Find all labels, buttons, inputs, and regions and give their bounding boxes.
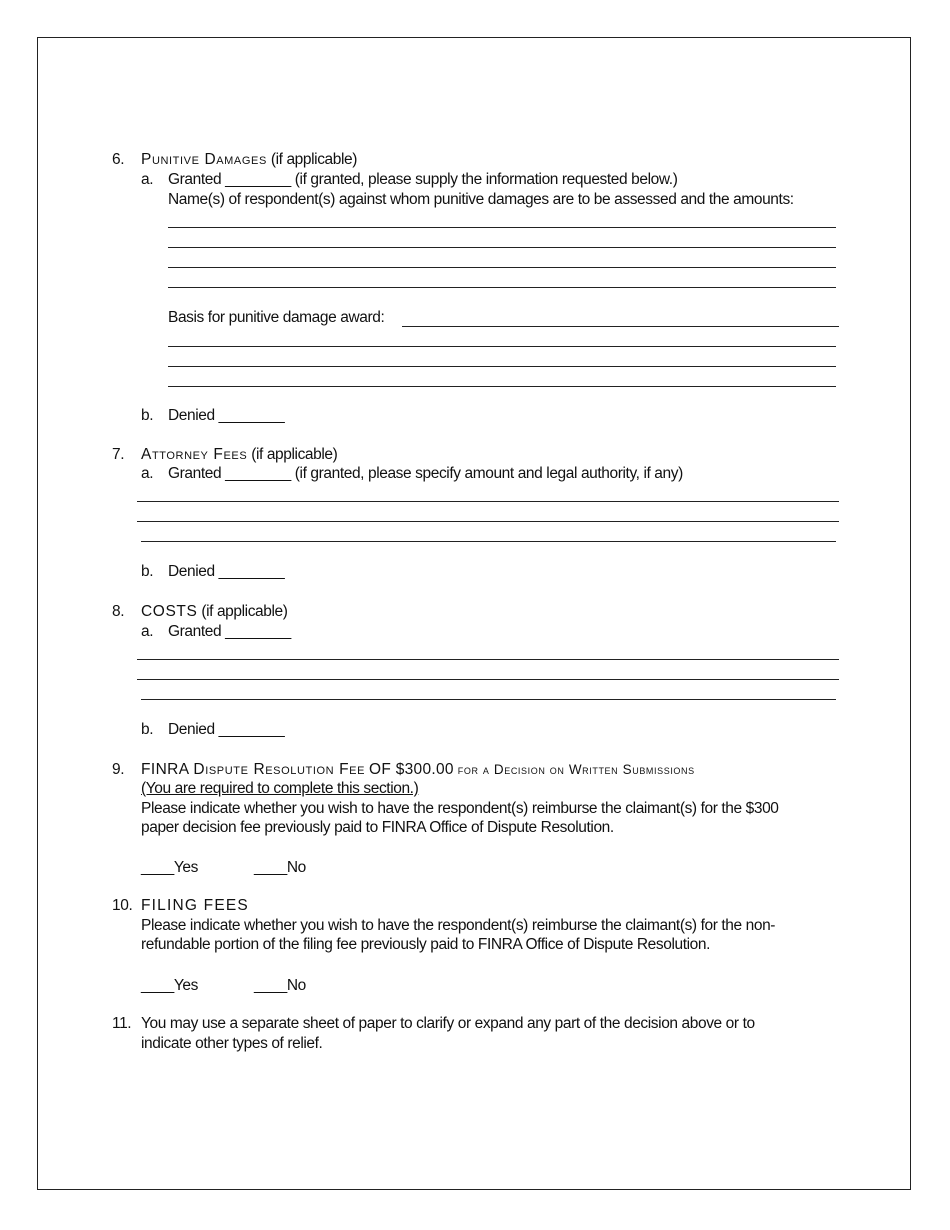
no-option[interactable]: ____No xyxy=(254,859,306,876)
section-title-part: for a Decision on Written Submissions xyxy=(457,762,695,777)
body-text: indicate other types of relief. xyxy=(141,1035,323,1052)
granted-field[interactable]: Granted ________ (if granted, please supply the information requested below.) xyxy=(168,171,678,188)
body-text: Please indicate whether you wish to have the respondent(s) reimburse the claimant(s) for the $300 xyxy=(141,800,779,817)
section-number: 7. xyxy=(112,446,125,463)
item-letter: a. xyxy=(141,623,154,640)
write-line[interactable] xyxy=(141,541,836,542)
section-heading xyxy=(141,760,695,780)
section-suffix: (if applicable) xyxy=(251,446,338,463)
respondents-label: Name(s) of respondent(s) against whom punitive damages are to be assessed and the amounts: xyxy=(168,191,794,208)
section-title-part: FINRA xyxy=(141,761,190,778)
body-text: paper decision fee previously paid to FINRA Office of Dispute Resolution. xyxy=(141,819,614,836)
write-line[interactable] xyxy=(137,659,839,660)
section-title: COSTS xyxy=(141,603,198,620)
item-letter: a. xyxy=(141,171,154,188)
body-text: Please indicate whether you wish to have the respondent(s) reimburse the claimant(s) for the non- xyxy=(141,917,776,934)
section-number: 9. xyxy=(112,761,125,778)
required-note: (You are required to complete this section.) xyxy=(141,780,419,797)
write-line[interactable] xyxy=(168,346,836,347)
section-heading xyxy=(141,602,288,622)
body-text: You may use a separate sheet of paper to clarify or expand any part of the decision above or to xyxy=(141,1015,755,1032)
section-title: FILING FEES xyxy=(141,897,249,914)
item-letter: b. xyxy=(141,721,154,738)
basis-label: Basis for punitive damage award: xyxy=(168,309,385,326)
section-number: 8. xyxy=(112,603,125,620)
write-line[interactable] xyxy=(137,521,839,522)
yes-option[interactable]: ____Yes xyxy=(141,859,198,876)
write-line[interactable] xyxy=(168,386,836,387)
section-title: Punitive Damages xyxy=(141,151,267,168)
item-letter: b. xyxy=(141,563,154,580)
section-heading xyxy=(141,445,337,465)
section-suffix: (if applicable) xyxy=(201,603,288,620)
write-line[interactable] xyxy=(137,679,839,680)
write-line[interactable] xyxy=(141,699,836,700)
denied-field[interactable]: Denied ________ xyxy=(168,407,285,424)
write-line[interactable] xyxy=(168,227,836,228)
section-heading xyxy=(141,150,357,170)
write-line[interactable] xyxy=(137,501,839,502)
denied-field[interactable]: Denied ________ xyxy=(168,563,285,580)
write-line[interactable] xyxy=(168,247,836,248)
no-option[interactable]: ____No xyxy=(254,977,306,994)
body-text: refundable portion of the filing fee previously paid to FINRA Office of Dispute Resolution. xyxy=(141,936,711,953)
section-suffix: (if applicable) xyxy=(270,151,358,168)
section-title-part: OF $300.00 xyxy=(368,761,454,778)
write-line[interactable] xyxy=(168,366,836,367)
denied-field[interactable]: Denied ________ xyxy=(168,721,285,738)
section-number: 11. xyxy=(112,1015,132,1032)
section-title: Attorney Fees xyxy=(141,446,248,463)
yes-option[interactable]: ____Yes xyxy=(141,977,198,994)
write-line[interactable] xyxy=(168,267,836,268)
basis-write-line[interactable] xyxy=(402,326,839,327)
item-letter: b. xyxy=(141,407,154,424)
write-line[interactable] xyxy=(168,287,836,288)
section-title-part: Dispute Resolution Fee xyxy=(193,761,366,778)
section-number: 6. xyxy=(112,151,125,168)
granted-field[interactable]: Granted ________ xyxy=(168,623,291,640)
item-letter: a. xyxy=(141,465,154,482)
granted-field[interactable]: Granted ________ (if granted, please specify amount and legal authority, if any) xyxy=(168,465,683,482)
section-number: 10. xyxy=(112,897,133,914)
